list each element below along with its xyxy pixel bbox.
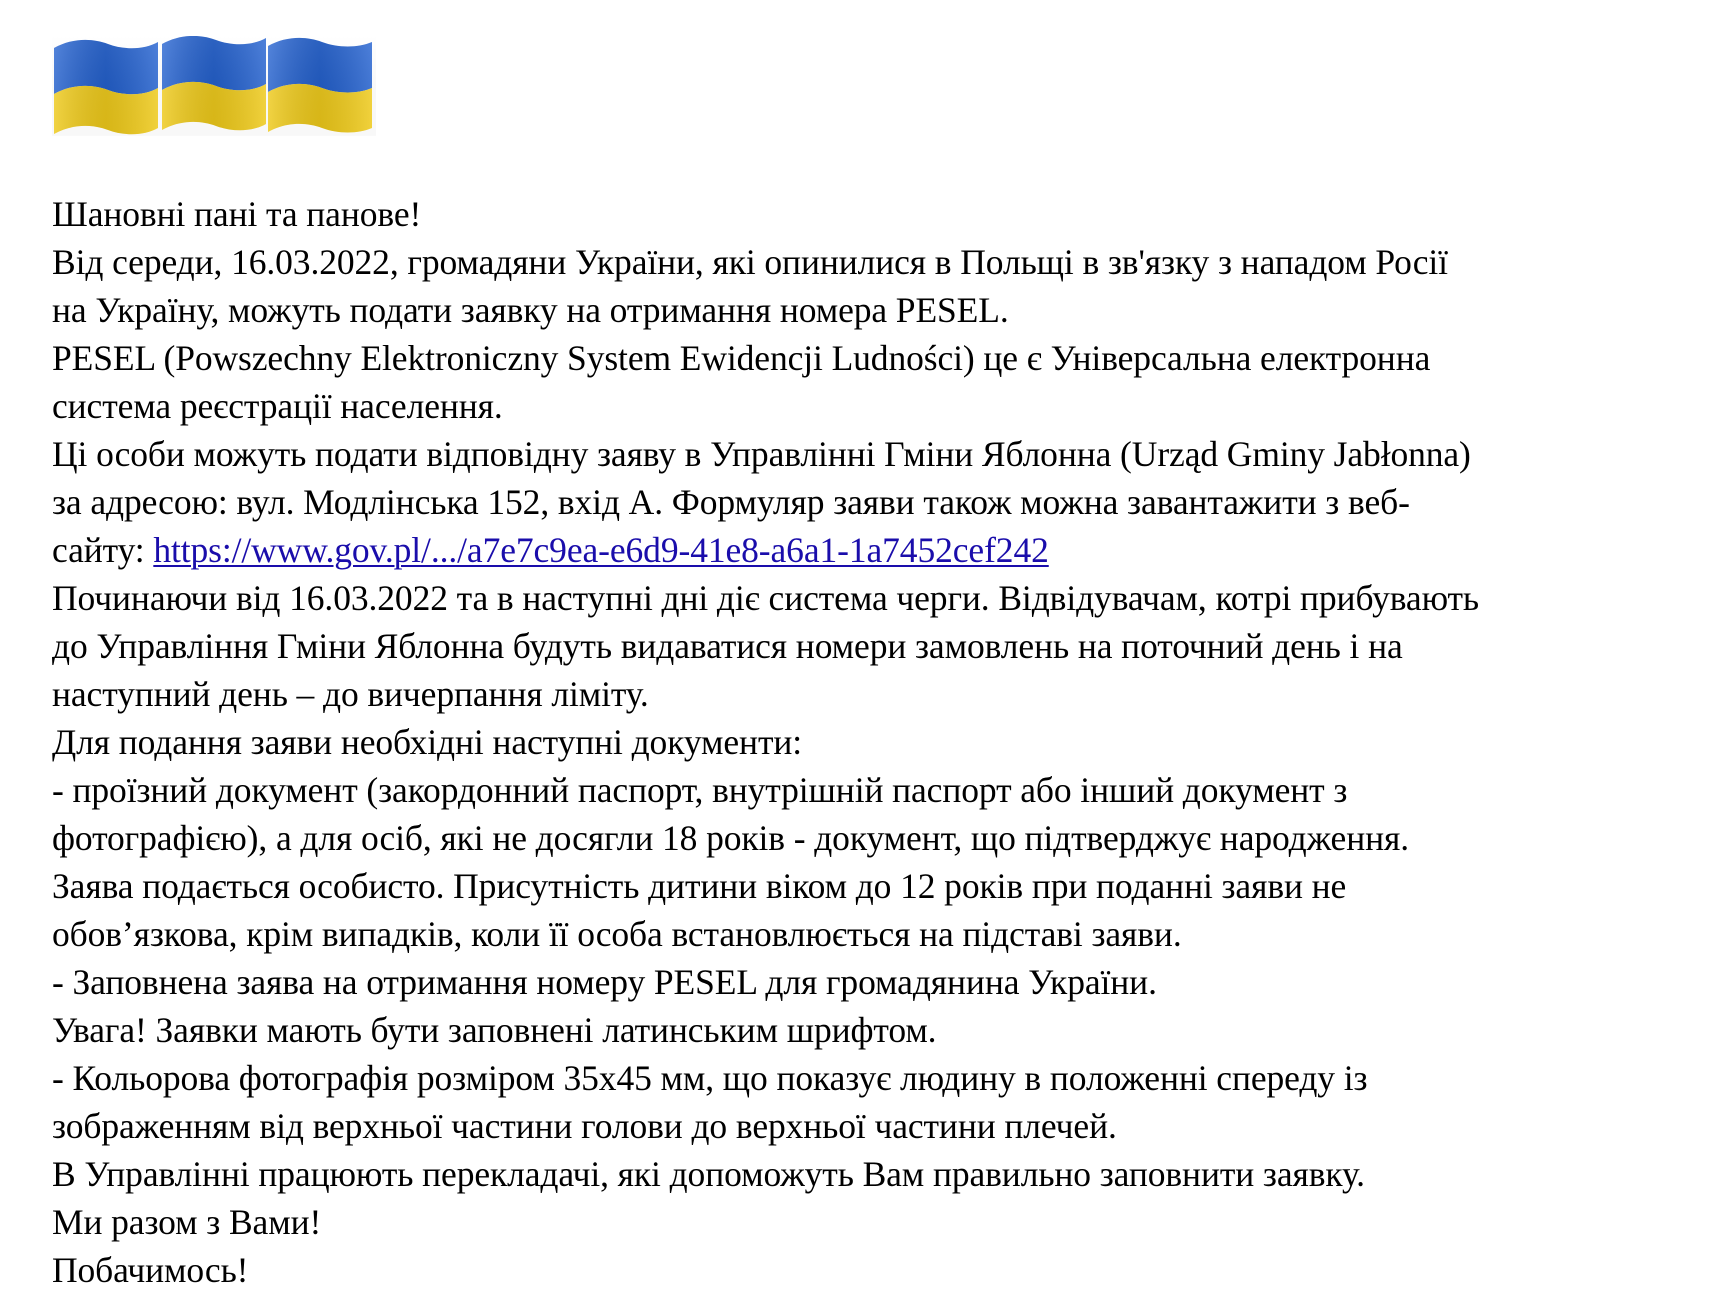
document-item: зображенням від верхньої частини голови до верхньої частини плечей.	[52, 1106, 1117, 1146]
paragraph-line-with-link	[52, 526, 1692, 574]
paragraph-line: PESEL (Powszechny Elektroniczny System Ewidencji Ludności) це є Універсальна електронна	[52, 338, 1431, 378]
note-line: Заява подається особисто. Присутність дитини віком до 12 років при поданні заяви не	[52, 866, 1347, 906]
paragraph-line: Починаючи від 16.03.2022 та в наступні дні діє система черги. Відвідувачам, котрі прибувають	[52, 578, 1480, 618]
greeting: Шановні пані та панове!	[52, 194, 422, 234]
paragraph-line: наступний день – до вичерпання ліміту.	[52, 674, 649, 714]
translators-line: В Управлінні працюють перекладачі, які допоможуть Вам правильно заповнити заявку.	[52, 1154, 1365, 1194]
ukraine-flag-icon	[52, 36, 376, 136]
link-prefix: сайту:	[52, 530, 154, 570]
gov-pl-form-link[interactable]: https://www.gov.pl/.../a7e7c9ea-e6d9-41e8-a6a1-1a7452cef242	[153, 530, 1049, 570]
paragraph-line: на Україну, можуть подати заявку на отримання номера PESEL.	[52, 290, 1009, 330]
document-item: - Заповнена заява на отримання номеру PESEL для громадянина України.	[52, 962, 1157, 1002]
document-item: фотографією), а для осіб, які не досягли 18 років - документ, що підтверджує народження.	[52, 818, 1410, 858]
warning-line: Увага! Заявки мають бути заповнені латинським шрифтом.	[52, 1010, 937, 1050]
letter-body	[52, 190, 1692, 1294]
paragraph-line: за адресою: вул. Модлінська 152, вхід А. Формуляр заяви також можна завантажити з веб-	[52, 482, 1410, 522]
documents-intro: Для подання заяви необхідні наступні документи:	[52, 722, 803, 762]
paragraph-line: до Управління Гміни Яблонна будуть видаватися номери замовлень на поточний день і на	[52, 626, 1403, 666]
note-line: обов’язкова, крім випадків, коли її особа встановлюється на підставі заяви.	[52, 914, 1182, 954]
document-item: - Кольорова фотографія розміром 35x45 мм, що показує людину в положенні спереду із	[52, 1058, 1368, 1098]
letter-page	[52, 36, 1692, 1294]
document-item: - проїзний документ (закордонний паспорт, внутрішній паспорт або інший документ з	[52, 770, 1348, 810]
together-line: Ми разом з Вами!	[52, 1202, 322, 1242]
paragraph-line: система реєстрації населення.	[52, 386, 503, 426]
paragraph-line: Від середи, 16.03.2022, громадяни України, які опинилися в Польщі в зв'язку з нападом Росії	[52, 242, 1448, 282]
farewell-line: Побачимось!	[52, 1250, 249, 1290]
paragraph-line: Ці особи можуть подати відповідну заяву в Управлінні Гміни Яблонна (Urząd Gminy Jabłonna)	[52, 434, 1471, 474]
